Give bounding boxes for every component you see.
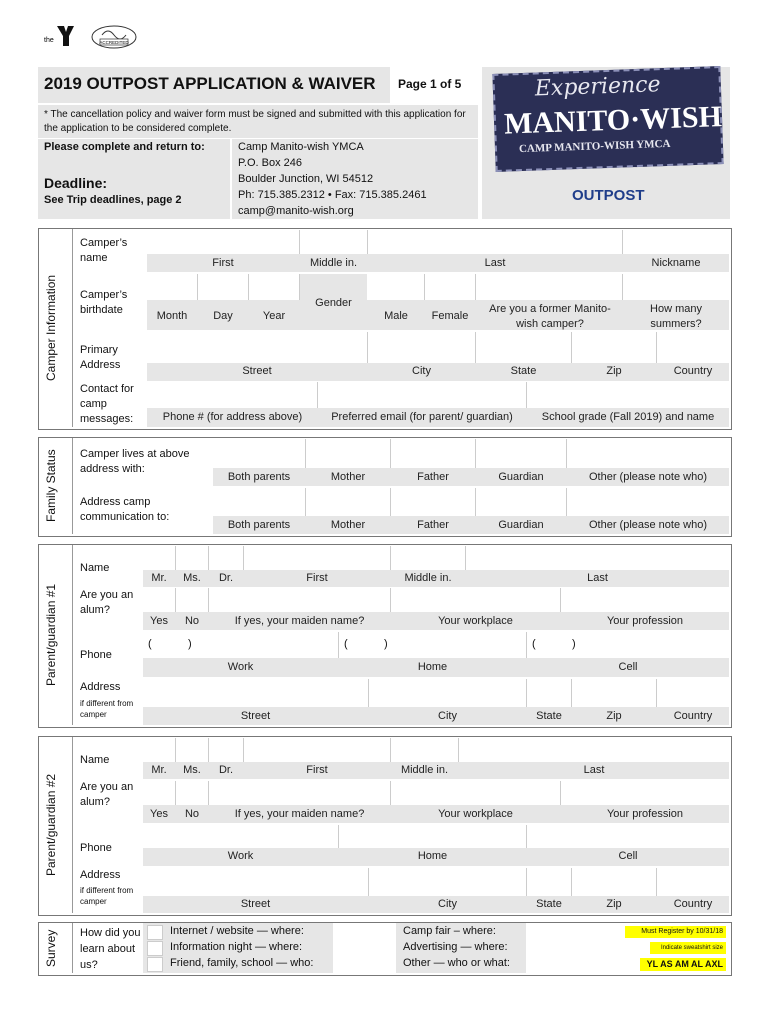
brand-experience: Experience [534, 72, 661, 102]
cap-comm-both: Both parents [227, 519, 291, 531]
accredited-text: ACCREDITED [99, 40, 129, 45]
survey-infonight-check[interactable] [147, 941, 163, 956]
return-label: Please complete and return to: [44, 141, 205, 153]
parent1-section-title: Parent/guardian #1 [44, 583, 58, 687]
p1-profession-field[interactable] [561, 588, 729, 612]
p2-alum-yes[interactable] [143, 781, 176, 805]
sweatshirt-sizes[interactable]: YL AS AM AL AXL [640, 958, 726, 971]
camp-address-2: P.O. Box 246 [238, 157, 303, 169]
survey-option-infonight: Information night — where: [170, 941, 303, 953]
cap-school: School grade (Fall 2019) and name [541, 411, 715, 423]
survey-friend-who[interactable] [334, 957, 378, 971]
cap-comm-guardian: Guardian [498, 519, 544, 531]
camp-address-3: Boulder Junction, WI 54512 [238, 173, 374, 185]
p1-workplace-field[interactable] [391, 588, 561, 612]
p1-name-label: Name [80, 562, 110, 574]
lives-mother[interactable] [306, 439, 391, 468]
camp-phone-fax: Ph: 715.385.2312 • Fax: 715.385.2461 [238, 189, 427, 201]
parent2-section-title: Parent/guardian #2 [44, 773, 58, 877]
survey-internet-check[interactable] [147, 925, 163, 940]
p1-zip-field[interactable] [572, 679, 657, 707]
p1-address-label: Address [80, 681, 121, 693]
birth-day-field[interactable] [198, 274, 249, 300]
page-number: Page 1 of 5 [398, 77, 462, 91]
camper-last-field[interactable] [368, 230, 623, 254]
register-deadline-note: Must Register by 10/31/18 [625, 926, 726, 938]
manito-wish-patch [492, 66, 723, 172]
p1-cap-workplace: Your workplace [438, 615, 513, 627]
p1-city-field[interactable] [369, 679, 527, 707]
cap-zip: Zip [606, 365, 622, 377]
p1-cap-country: Country [673, 710, 713, 722]
p1-mr-box[interactable] [143, 546, 176, 570]
cap-city: City [412, 365, 431, 377]
p2-cap-first: First [306, 764, 328, 776]
survey-option-other: Other — who or what: [403, 957, 510, 969]
comm-father[interactable] [391, 488, 476, 516]
p1-cap-yes: Yes [150, 615, 168, 627]
camper-middle-field[interactable] [300, 230, 368, 254]
cap-male: Male [384, 310, 408, 322]
cap-lives-other: Other (please note who) [588, 471, 707, 483]
program-name: OUTPOST [572, 187, 645, 204]
survey-option-campfair: Camp fair – where: [403, 925, 496, 937]
p1-cap-first: First [306, 572, 328, 584]
p1-middle-field[interactable] [391, 546, 466, 570]
p2-cap-ms: Ms. [183, 764, 201, 776]
gender-male-box[interactable] [368, 274, 425, 300]
p2-work-phone[interactable] [143, 825, 339, 848]
p2-cap-home: Home [417, 850, 448, 862]
p2-cap-no: No [184, 808, 200, 820]
cap-former-camper: Are you a former Manito-wish camper? [489, 303, 611, 330]
lives-other[interactable] [567, 439, 729, 468]
p2-ms-box[interactable] [176, 738, 209, 762]
p2-workplace-field[interactable] [391, 781, 561, 805]
cap-comm-other: Other (please note who) [588, 519, 707, 531]
page-title: 2019 OUTPOST APPLICATION & WAIVER [44, 74, 376, 93]
brand-manito-wish: MANITO·WISH [503, 100, 723, 141]
camper-first-field[interactable] [147, 230, 300, 254]
p1-address-note: if different from camper [80, 699, 134, 719]
p1-cap-middle: Middle in. [404, 572, 452, 584]
p1-cap-state: State [536, 710, 562, 722]
camper-contact-label: Contact for camp messages: [80, 383, 134, 425]
lives-father[interactable] [391, 439, 476, 468]
survey-option-advertising: Advertising — where: [403, 941, 508, 953]
camper-birthdate-label: Camper’s birthdate [80, 289, 128, 316]
p2-address-note: if different from camper [80, 886, 134, 906]
ymca-logo [44, 24, 74, 48]
p2-country-field[interactable] [657, 868, 729, 896]
p2-cap-workplace: Your workplace [438, 808, 513, 820]
p2-cell-phone[interactable] [527, 825, 729, 848]
p1-state-field[interactable] [527, 679, 572, 707]
p1-cap-mr: Mr. [151, 572, 167, 584]
p1-street-field[interactable] [143, 679, 369, 707]
p1-cap-city: City [438, 710, 457, 722]
cap-comm-mother: Mother [330, 519, 366, 531]
cap-lives-both: Both parents [227, 471, 291, 483]
address-state-field[interactable] [476, 332, 572, 363]
deadline-sub: See Trip deadlines, page 2 [44, 194, 182, 206]
cap-middle: Middle in. [309, 257, 358, 269]
contact-email-field[interactable] [318, 382, 527, 408]
p1-cap-zip: Zip [606, 710, 622, 722]
p1-cap-work: Work [227, 661, 254, 673]
cap-female: Female [431, 310, 469, 322]
cap-summers: How many summers? [650, 303, 702, 330]
comm-both-parents[interactable] [213, 488, 306, 516]
communication-label: Address camp communication to: [80, 496, 170, 523]
p2-dr-box[interactable] [209, 738, 244, 762]
birth-month-field[interactable] [147, 274, 198, 300]
p2-cap-dr: Dr. [218, 764, 234, 776]
p1-cap-maiden: If yes, your maiden name? [234, 615, 365, 627]
cap-last: Last [484, 257, 506, 269]
cap-first: First [212, 257, 234, 269]
p1-country-field[interactable] [657, 679, 729, 707]
cap-lives-guardian: Guardian [498, 471, 544, 483]
svg-text:the: the [44, 37, 54, 44]
cap-day: Day [213, 310, 233, 322]
cap-country: Country [673, 365, 713, 377]
cap-comm-father: Father [417, 519, 449, 531]
p2-cap-state: State [536, 898, 562, 910]
p1-paren-1: ( [148, 638, 152, 650]
address-city-field[interactable] [368, 332, 476, 363]
p1-paren-4: ) [384, 638, 388, 650]
p2-address-label: Address [80, 869, 121, 881]
survey-option-friend: Friend, family, school — who: [170, 957, 314, 969]
comm-mother[interactable] [306, 488, 391, 516]
lives-guardian[interactable] [476, 439, 567, 468]
p1-phone-label: Phone [80, 649, 112, 661]
cancellation-note: * The cancellation policy and waiver form must be signed and submitted with this application for the application to be considered complete. [44, 109, 466, 134]
comm-other[interactable] [567, 488, 729, 516]
p2-cap-yes: Yes [150, 808, 168, 820]
p2-cap-mr: Mr. [151, 764, 167, 776]
p2-cap-work: Work [227, 850, 254, 862]
p2-cap-street: Street [240, 898, 271, 910]
p1-cap-ms: Ms. [183, 572, 201, 584]
p1-paren-2: ) [188, 638, 192, 650]
p1-alum-yes[interactable] [143, 588, 176, 612]
p2-phone-label: Phone [80, 842, 112, 854]
camper-address-label: Primary Address [80, 344, 121, 371]
p2-alum-no[interactable] [176, 781, 209, 805]
p1-paren-6: ) [572, 638, 576, 650]
p1-paren-3: ( [344, 638, 348, 650]
camp-email: camp@manito-wish.org [238, 205, 354, 217]
p2-last-field[interactable] [459, 738, 729, 762]
birth-year-field[interactable] [249, 274, 300, 300]
p2-first-field[interactable] [244, 738, 391, 762]
p2-cap-middle: Middle in. [400, 764, 449, 776]
cap-month: Month [156, 310, 188, 322]
p2-alum-label: Are you an alum? [80, 781, 134, 808]
p2-home-phone[interactable] [339, 825, 527, 848]
p2-cap-city: City [438, 898, 457, 910]
p1-last-field[interactable] [466, 546, 729, 570]
comm-guardian[interactable] [476, 488, 567, 516]
address-zip-field[interactable] [572, 332, 657, 363]
p1-alum-no[interactable] [176, 588, 209, 612]
cap-lives-mother: Mother [330, 471, 366, 483]
brand-camp-name: CAMP MANITO-WISH YMCA [518, 137, 671, 156]
p1-work-phone[interactable] [143, 632, 339, 658]
school-grade-field[interactable] [527, 382, 729, 408]
lives-both-parents[interactable] [213, 439, 306, 468]
cap-year: Year [262, 310, 286, 322]
gender-female-box[interactable] [425, 274, 476, 300]
cap-street: Street [242, 365, 272, 377]
p1-ms-box[interactable] [176, 546, 209, 570]
p1-cap-dr: Dr. [218, 572, 234, 584]
p1-cap-street: Street [240, 710, 271, 722]
p1-cap-cell: Cell [618, 661, 638, 673]
p2-maiden-field[interactable] [209, 781, 391, 805]
camper-nickname-field[interactable] [623, 230, 729, 254]
survey-infonight-where[interactable] [334, 941, 378, 955]
p1-cap-no: No [184, 615, 200, 627]
cap-nickname: Nickname [651, 257, 701, 269]
p2-profession-field[interactable] [561, 781, 729, 805]
former-camper-field[interactable] [476, 274, 623, 300]
accredited-logo [90, 24, 138, 50]
cap-lives-father: Father [417, 471, 449, 483]
p2-cap-zip: Zip [606, 898, 622, 910]
p2-state-field[interactable] [527, 868, 572, 896]
p1-maiden-field[interactable] [209, 588, 391, 612]
cap-email: Preferred email (for parent/ guardian) [331, 411, 513, 423]
survey-friend-check[interactable] [147, 957, 163, 972]
sweatshirt-size-note: Indicate sweatshirt size [650, 942, 726, 954]
p1-home-phone[interactable] [339, 632, 527, 658]
p2-zip-field[interactable] [572, 868, 657, 896]
cap-phone: Phone # (for address above) [162, 411, 303, 423]
contact-phone-field[interactable] [147, 382, 318, 408]
lives-with-label: Camper lives at above address with: [80, 448, 190, 475]
p2-name-label: Name [80, 754, 110, 766]
p1-dr-box[interactable] [209, 546, 244, 570]
camper-name-label: Camper’s name [80, 237, 128, 264]
p1-cap-profession: Your profession [606, 615, 684, 627]
p2-cap-last: Last [583, 764, 605, 776]
deadline-label: Deadline: [44, 175, 108, 191]
family-section-title: Family Status [44, 449, 58, 523]
survey-section-title: Survey [44, 929, 58, 967]
address-street-field[interactable] [147, 332, 368, 363]
p2-cap-country: Country [673, 898, 713, 910]
p2-cap-cell: Cell [618, 850, 638, 862]
survey-question: How did you learn about us? [80, 927, 141, 971]
p1-paren-5: ( [532, 638, 536, 650]
camper-section-title: Camper Information [44, 274, 58, 382]
summers-field[interactable] [623, 274, 729, 300]
p1-cap-home: Home [417, 661, 448, 673]
p1-cap-last: Last [587, 572, 608, 584]
p2-city-field[interactable] [369, 868, 527, 896]
p2-cap-profession: Your profession [606, 808, 684, 820]
cap-gender: Gender [315, 297, 352, 309]
p1-alum-label: Are you an alum? [80, 589, 134, 616]
survey-internet-where[interactable] [334, 925, 378, 939]
p1-cell-phone[interactable] [527, 632, 729, 658]
cap-state: State [510, 365, 537, 377]
p2-middle-field[interactable] [391, 738, 459, 762]
p2-cap-maiden: If yes, your maiden name? [234, 808, 365, 820]
p1-first-field[interactable] [244, 546, 391, 570]
camp-address-1: Camp Manito-wish YMCA [238, 141, 364, 153]
address-country-field[interactable] [657, 332, 729, 363]
survey-option-internet: Internet / website — where: [170, 925, 304, 937]
p2-mr-box[interactable] [143, 738, 176, 762]
p2-street-field[interactable] [143, 868, 369, 896]
